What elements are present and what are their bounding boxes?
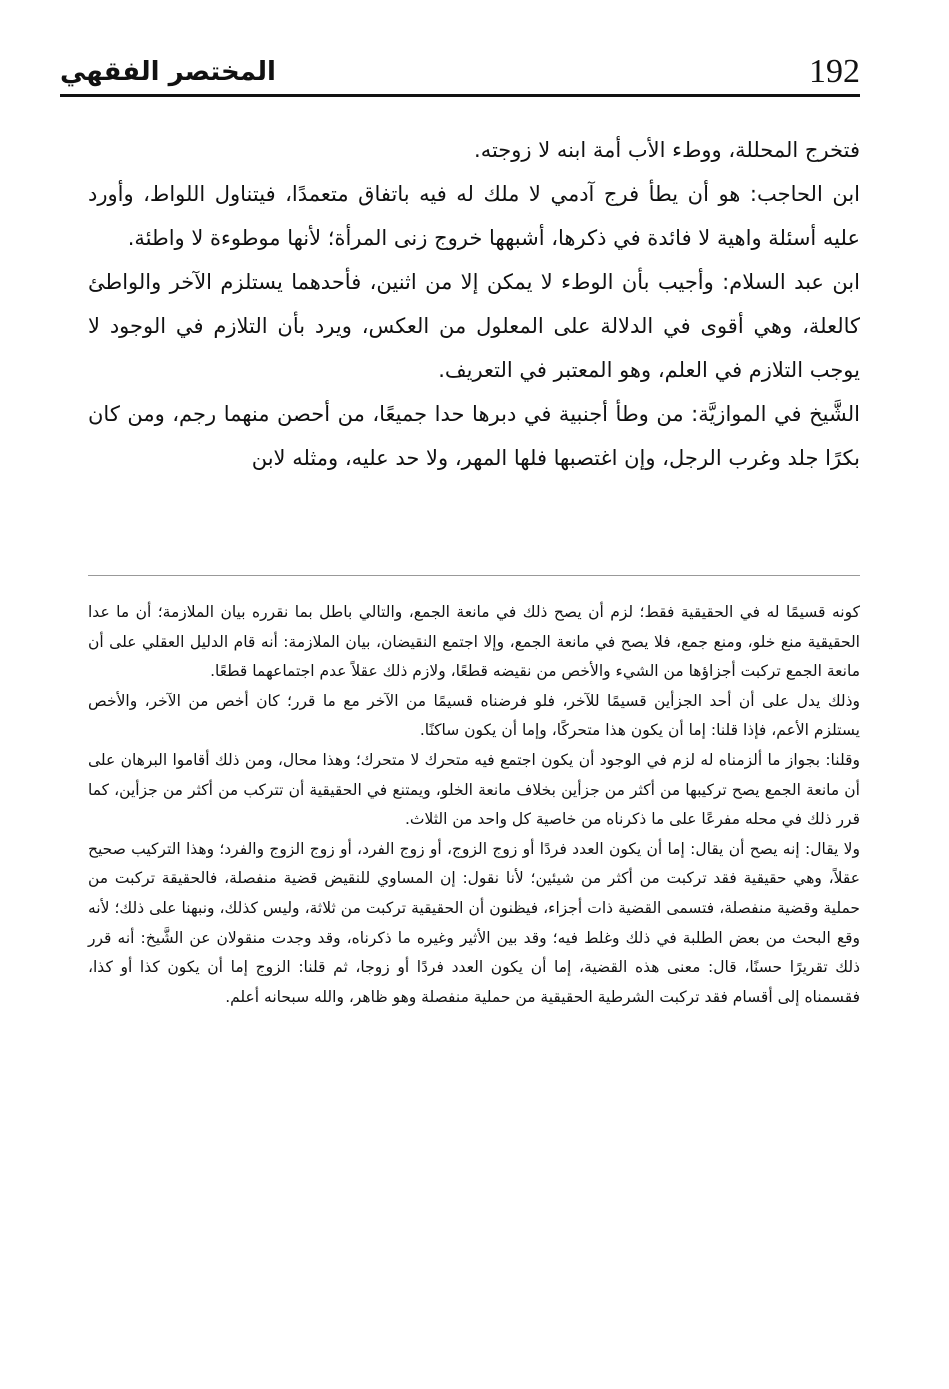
book-title: المختصر الفقهي	[60, 57, 276, 87]
footnote-paragraph: ولا يقال: إنه يصح أن يقال: إما أن يكون العدد فردًا أو زوج الزوج، أو زوج الفرد، أو زوج الزوج والفرد؛ وهذا التركيب صحيح عقلاً، وهي حقيقية فقد تركبت من أكثر من شيئين؛ لأنا نقول: إن المساوي للنقيض قضية منفصلة، فالحقيقة تركبت من حملية وقضية منفصلة، فتسمى القضية ذات أجزاء، فيظنون أن الحقيقية تركبت من ثلاثة، وليس كذلك، ونبهنا على ذلك؛ لأنه وقع البحث من بعض الطلبة في ذلك وغلط فيه؛ وقد بين الأثير وغيره ما ذكرناه، وقد وجدت منقولان عن الشَّيخ: أنه قرر ذلك تقريرًا حسنًا، قال: معنى هذه القضية، إما أن يكون العدد فردًا أو زوجا، ثم قلنا: الزوج إما أن يكون كذا أو كذا، فقسمناه إلى أقسام فقد تركبت الشرطية الحقيقية من حملية منفصلة وهو ظاهر، والله سبحانه أعلم.	[88, 839, 860, 1006]
main-paragraph: ابن عبد السلام: وأجيب بأن الوطء لا يمكن إلا من اثنين، فأحدهما يستلزم الآخر والواطئ كالعلة، وهي أقوى في الدلالة على المعلول من العكس، ويرد بأن التلازم في الوجود لا يوجب التلازم في العلم، وهو المعتبر في التعريف.	[88, 270, 860, 382]
header-divider	[60, 94, 860, 97]
main-text	[88, 128, 860, 480]
footnote-paragraph: وقلنا: بجواز ما ألزمناه له لزم في الوجود أن يكون اجتمع فيه متحرك لا متحرك؛ وهذا محال، ومن ذلك أقاموا البرهان على أن مانعة الجمع يصح تركيبها من أكثر من جزأين بخلاف مانعة الخلو، ويمتنع في الحقيقية أن تتركب من أكثر من جزأين، كما قرر ذلك في محله مفرعًا على ما ذكرناه من خاصية كل واحد من الثلاث.	[88, 750, 860, 829]
footnotes	[88, 598, 860, 1012]
main-paragraph: ابن الحاجب: هو أن يطأ فرج آدمي لا ملك له فيه باتفاق متعمدًا، فيتناول اللواط، وأورد عليه أسئلة واهية لا فائدة في ذكرها، أشبهها خروج زنى المرأة؛ لأنها موطوءة لا واطئة.	[88, 182, 860, 250]
main-paragraph: الشَّيخ في الموازيَّة: من وطأ أجنبية في دبرها حدا جميعًا، من أحصن منهما رجم، ومن كان بكرًا جلد وغرب الرجل، وإن اغتصبها فلها المهر، ولا حد عليه، ومثله لابن	[88, 402, 860, 470]
page-number: 192	[809, 53, 860, 90]
footnote-paragraph: وذلك يدل على أن أحد الجزأين قسيمًا للآخر، فلو فرضناه قسيمًا من الآخر مع ما قرر؛ كان أخص من الآخر، والأخص يستلزم الأعم، فإذا قلنا: إما أن يكون هذا متحركًا، وإما أن يكون ساكنًا.	[88, 691, 860, 740]
footnote-divider	[88, 575, 860, 576]
main-paragraph: فتخرج المحللة، ووطء الأب أمة ابنه لا زوجته.	[474, 138, 860, 162]
page-header	[60, 50, 860, 98]
footnote-paragraph: كونه قسيمًا له في الحقيقية فقط؛ لزم أن يصح ذلك في مانعة الجمع، والتالي باطل بما نقرره بيان الملازمة؛ أن ما عدا الحقيقية منع خلو، ومنع جمع، فلا يصح في مانعة الجمع، وإلا اجتمع النقيضان، بيان الملازمة: أنه قام الدليل العقلي على أن مانعة الجمع تركبت أجزاؤها من الشيء والأخص من نقيضه قطعًا، ولازم ذلك عقلاً عدم اجتماعهما قطعًا.	[88, 603, 860, 681]
